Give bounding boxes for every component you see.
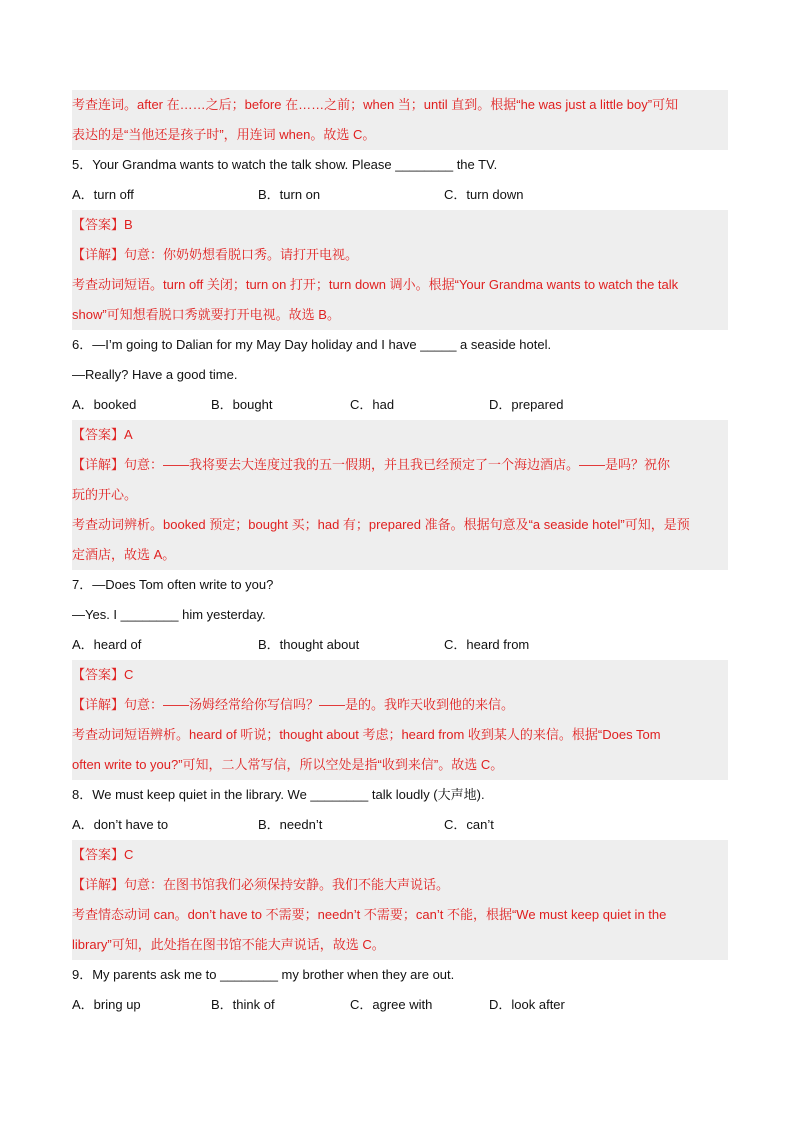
option-c: C．agree with [350,997,433,1012]
options [72,990,728,1020]
question-stem: —Yes. I ________ him yesterday. [72,607,266,622]
option-b: B．needn’t [258,817,323,832]
answer-block [72,840,728,960]
option-c: C．heard from [444,637,530,652]
question-8 [72,780,728,960]
option-d: D．look after [489,997,565,1012]
explanation-line: 考查动词短语辨析。heard of 听说；thought about 考虑；heard from 收到某人的来信。根据“Does Tom [72,727,661,742]
options [72,390,728,420]
question-5 [72,150,728,330]
question-stem: 8．We must keep quiet in the library. We ________ talk loudly (大声地). [72,787,485,802]
option-c: C．had [350,397,395,412]
option-c: C．can’t [444,817,494,832]
question-stem: —Really? Have a good time. [72,367,238,382]
explanation-line: 考查动词辨析。booked 预定；bought 买；had 有；prepared 准备。根据句意及“a seaside hotel”可知，是预 [72,517,690,532]
option-a: A．booked [72,397,137,412]
question-6 [72,330,728,570]
question-stem: 7．—Does Tom often write to you? [72,577,274,592]
detail-line: 【详解】句意：——我将要去大连度过我的五一假期，并且我已经预定了一个海边酒店。——是吗？祝你 [72,457,671,472]
explanation-line: 考查动词短语。turn off 关闭；turn on 打开；turn down 调小。根据“Your Grandma wants to watch the talk [72,277,679,292]
option-d: D．prepared [489,397,564,412]
question-9 [72,960,728,1020]
option-a: A．bring up [72,997,141,1012]
answer-block [72,660,728,780]
detail-line: 【详解】句意：在图书馆我们必须保持安静。我们不能大声说话。 [72,877,450,892]
option-a: A．don’t have to [72,817,169,832]
detail-line: 【详解】句意：你奶奶想看脱口秀。请打开电视。 [72,247,359,262]
explanation-line: show”可知想看脱口秀就要打开电视。故选 B。 [72,307,340,322]
explanation-line: 考查连词。after 在……之后；before 在……之前；when 当；until 直到。根据“he was just a little boy”可知 [72,97,679,112]
answer-label: 【答案】C [72,667,134,682]
answer-label: 【答案】A [72,427,133,442]
detail-line: 玩的开心。 [72,487,138,502]
option-b: B．turn on [258,187,321,202]
options [72,810,728,840]
explanation-line: library”可知，此处指在图书馆不能大声说话，故选 C。 [72,937,385,952]
answer-block [72,420,728,570]
option-b: B．thought about [258,637,360,652]
detail-line: 【详解】句意：——汤姆经常给你写信吗？——是的。我昨天收到他的来信。 [72,697,515,712]
previous-explanation [72,90,728,150]
option-a: A．heard of [72,637,142,652]
explanation-line: 定酒店，故选 A。 [72,547,176,562]
answer-label: 【答案】C [72,847,134,862]
option-b: B．bought [211,397,273,412]
question-7 [72,570,728,780]
option-a: A．turn off [72,187,134,202]
option-c: C．turn down [444,187,524,202]
question-stem: 9．My parents ask me to ________ my brother when they are out. [72,967,455,982]
explanation-line: 表达的是“当他还是孩子时”，用连词 when。故选 C。 [72,127,376,142]
options [72,630,728,660]
options [72,180,728,210]
answer-block [72,210,728,330]
question-stem: 5．Your Grandma wants to watch the talk show. Please ________ the TV. [72,157,498,172]
document-page [72,90,728,1020]
explanation-line: often write to you?”可知，二人常写信，所以空处是指“收到来信”。故选 C。 [72,757,504,772]
option-b: B．think of [211,997,275,1012]
question-stem: 6．—I’m going to Dalian for my May Day holiday and I have _____ a seaside hotel. [72,337,552,352]
answer-label: 【答案】B [72,217,133,232]
explanation-line: 考查情态动词 can。don’t have to 不需要；needn’t 不需要；can’t 不能，根据“We must keep quiet in the [72,907,667,922]
